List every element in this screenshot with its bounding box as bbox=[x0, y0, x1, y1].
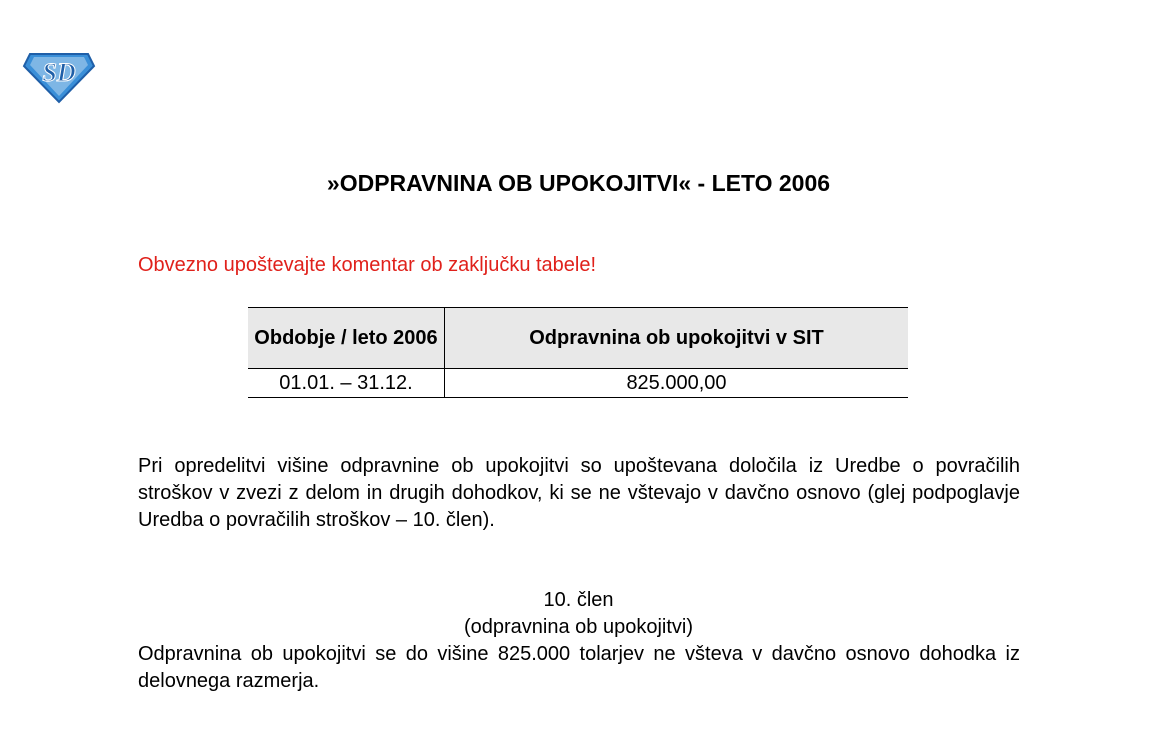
data-table bbox=[248, 307, 908, 398]
table-cell-period: 01.01. – 31.12. bbox=[248, 369, 445, 398]
article-number: 10. člen bbox=[543, 589, 614, 611]
page-title: »ODPRAVNINA OB UPOKOJITVI« - LETO 2006 bbox=[326, 170, 831, 196]
column-header-period: Obdobje / leto 2006 bbox=[248, 308, 445, 369]
column-header-amount: Odpravnina ob upokojitvi v SIT bbox=[445, 308, 909, 369]
table-cell-amount: 825.000,00 bbox=[445, 369, 909, 398]
company-logo bbox=[22, 48, 96, 104]
svg-text:SD: SD bbox=[42, 58, 76, 87]
table-header-row bbox=[248, 308, 908, 369]
article-text: Odpravnina ob upokojitvi se do višine 825.000 tolarjev ne všteva v davčno osnovo dohodka iz delovnega razmerja. bbox=[138, 643, 1020, 692]
warning-note: Obvezno upoštevajte komentar ob zaključku tabele! bbox=[138, 254, 597, 276]
explanation-paragraph: Pri opredelitvi višine odpravnine ob upokojitvi so upoštevana določila iz Uredbe o povračilih stroškov v zvezi z delom in drugih dohodkov, ki se ne vštevajo v davčno osnovo (glej podpoglavje Uredba o povračilih stroškov – 10. člen). bbox=[138, 455, 1020, 531]
article-subtitle: (odpravnina ob upokojitvi) bbox=[463, 616, 694, 638]
sd-logo-icon bbox=[22, 48, 96, 104]
table-row bbox=[248, 369, 908, 398]
